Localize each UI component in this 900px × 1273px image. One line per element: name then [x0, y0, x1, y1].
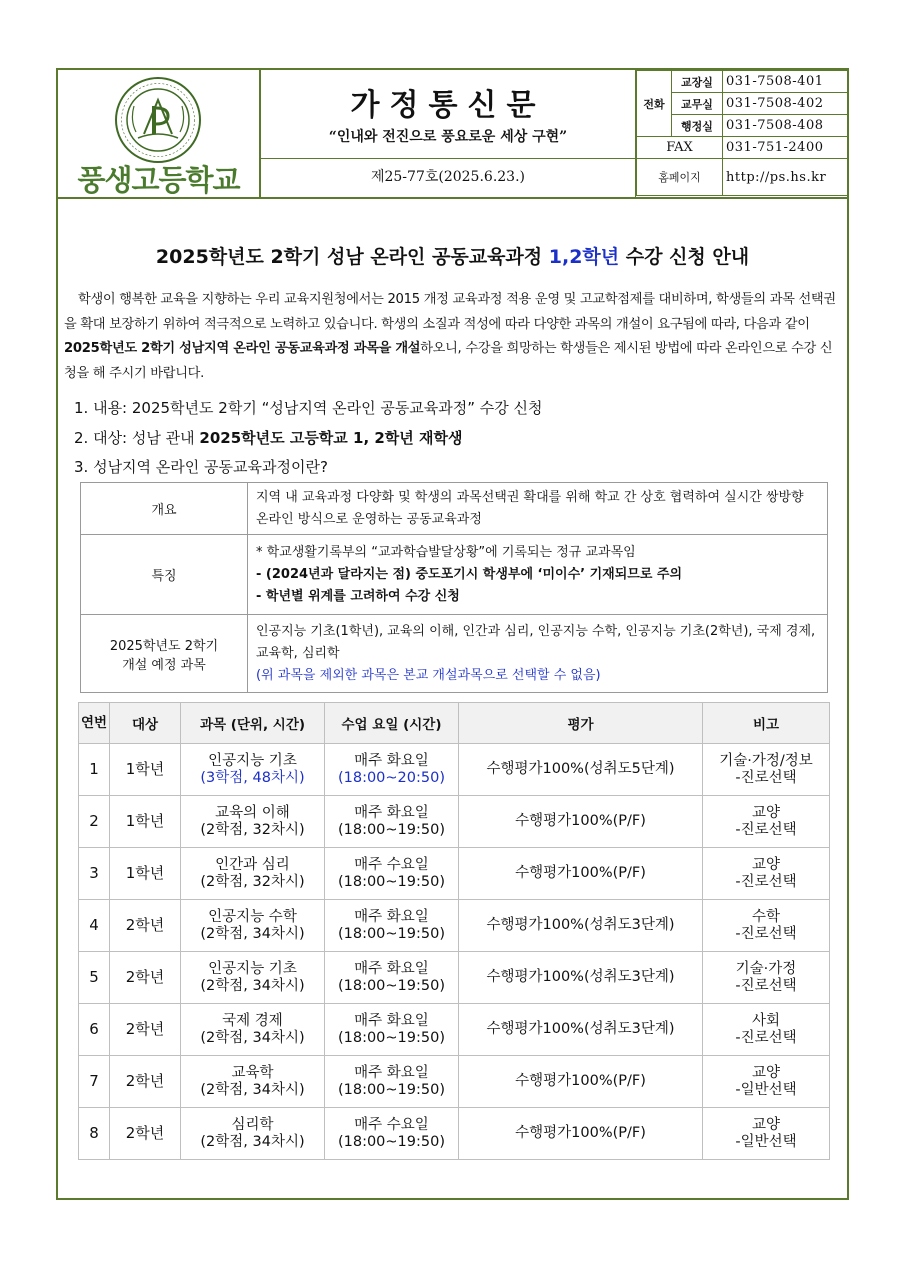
table-row — [79, 1108, 830, 1160]
row-note: 수학 -진로선택 — [703, 900, 830, 952]
overview-table — [80, 482, 828, 693]
row-grade: 2학년 — [110, 1004, 181, 1056]
row-evaluation: 수행평가100%(P/F) — [459, 796, 703, 848]
row-grade: 2학년 — [110, 1056, 181, 1108]
row-schedule: 매주 화요일 (18:00~19:50) — [325, 1004, 459, 1056]
row-number: 5 — [79, 952, 110, 1004]
table-row — [79, 1004, 830, 1056]
phone-label: 전화 — [637, 71, 672, 137]
col-header: 대상 — [110, 703, 181, 744]
row-schedule: 매주 화요일 (18:00~19:50) — [325, 1056, 459, 1108]
row-schedule: 매주 화요일 (18:00~20:50) — [325, 744, 459, 796]
document-frame — [56, 68, 849, 1200]
row-grade: 2학년 — [110, 900, 181, 952]
contact-number: 031-7508-408 — [723, 115, 848, 137]
table-row — [79, 1056, 830, 1108]
row-number: 8 — [79, 1108, 110, 1160]
col-header: 과목 (단위, 시간) — [181, 703, 325, 744]
table-row — [79, 744, 830, 796]
fax-label: FAX — [637, 137, 723, 159]
homepage-label: 홈페이지 — [637, 159, 723, 196]
contact-label: 행정실 — [672, 115, 723, 137]
table-row — [79, 952, 830, 1004]
row-evaluation: 수행평가100%(P/F) — [459, 1056, 703, 1108]
row-number: 3 — [79, 848, 110, 900]
row-subject: 심리학 (2학점, 34차시) — [181, 1108, 325, 1160]
row-note: 기술·가정/정보 -진로선택 — [703, 744, 830, 796]
col-header: 수업 요일 (시간) — [325, 703, 459, 744]
row-subject: 교육학 (2학점, 34차시) — [181, 1056, 325, 1108]
table-row — [79, 848, 830, 900]
newsletter-title: 가정통신문 — [350, 88, 546, 123]
row-schedule: 매주 수요일 (18:00~19:50) — [325, 848, 459, 900]
course-table — [78, 702, 830, 1160]
row-schedule: 매주 화요일 (18:00~19:50) — [325, 900, 459, 952]
row-note: 교양 -일반선택 — [703, 1056, 830, 1108]
issue-number: 제25-77호(2025.6.23.) — [370, 169, 526, 185]
row-evaluation: 수행평가100%(성취도3단계) — [459, 952, 703, 1004]
row-evaluation: 수행평가100%(성취도3단계) — [459, 900, 703, 952]
row-note: 교양 -일반선택 — [703, 1108, 830, 1160]
row-note: 교양 -진로선택 — [703, 848, 830, 900]
row-subject: 인공지능 기초 (3학점, 48차시) — [181, 744, 325, 796]
row-subject: 인공지능 기초 (2학점, 34차시) — [181, 952, 325, 1004]
header — [58, 70, 847, 199]
intro-paragraph: 학생이 행복한 교육을 지향하는 우리 교육지원청에서는 2015 개정 교육과정 적용 운영 및 고교학점제를 대비하며, 학생들의 과목 선택권을 확대 보장하기 위하여 적극적으로 노력하고 있습니다. 학생의 소질과 적성에 따라 다양한 과목의 개설이 요구됨에 따라, 다음과 같이 2025학년도 2학기 성남지역 온라인 공동교육과정 과목을 개설하오니, 수강을 희망하는 학생들은 제시된 방법에 따라 온라인으로 수강 신청을 해 주시기 바랍니다. — [64, 292, 836, 381]
table-row — [79, 796, 830, 848]
item-content: 1. 내용: 2025학년도 2학기 “성남지역 온라인 공동교육과정” 수강 신청 — [74, 399, 543, 417]
row-evaluation: 수행평가100%(성취도5단계) — [459, 744, 703, 796]
row-number: 6 — [79, 1004, 110, 1056]
row-note: 기술·가정 -진로선택 — [703, 952, 830, 1004]
row-schedule: 매주 화요일 (18:00~19:50) — [325, 796, 459, 848]
overview-key: 2025학년도 2학기 개설 예정 과목 — [81, 615, 248, 693]
col-header: 비고 — [703, 703, 830, 744]
row-number: 4 — [79, 900, 110, 952]
title-top — [261, 70, 635, 159]
row-subject: 인공지능 수학 (2학점, 34차시) — [181, 900, 325, 952]
contact-number: 031-7508-401 — [723, 71, 848, 93]
row-schedule: 매주 수요일 (18:00~19:50) — [325, 1108, 459, 1160]
row-subject: 국제 경제 (2학점, 34차시) — [181, 1004, 325, 1056]
title-cell — [261, 70, 635, 197]
school-seal-icon — [114, 76, 202, 164]
homepage-link[interactable]: http://ps.hs.kr — [723, 159, 848, 196]
row-note: 사회 -진로선택 — [703, 1004, 830, 1056]
contact-label: 교장실 — [672, 71, 723, 93]
overview-value: * 학교생활기록부의 “교과학습발달상황”에 기록되는 정규 교과목임 - (2024년과 달라지는 점) 중도포기시 학생부에 ‘미이수’ 기재되므로 주의 - 학년별 위계를 고려하여 수강 신청 — [248, 535, 828, 615]
contact-number: 031-7508-402 — [723, 93, 848, 115]
overview-key: 특징 — [81, 535, 248, 615]
main-title: 2025학년도 2학기 성남 온라인 공동교육과정 1,2학년 수강 신청 안내 — [155, 246, 750, 268]
row-evaluation: 수행평가100%(성취도3단계) — [459, 1004, 703, 1056]
row-grade: 2학년 — [110, 1108, 181, 1160]
col-header: 연번 — [79, 703, 110, 744]
item-definition: 3. 성남지역 온라인 공동교육과정이란? — [74, 458, 328, 476]
overview-key: 개요 — [81, 483, 248, 535]
row-grade: 1학년 — [110, 796, 181, 848]
row-grade: 1학년 — [110, 848, 181, 900]
contact-table — [635, 70, 848, 197]
row-evaluation: 수행평가100%(P/F) — [459, 1108, 703, 1160]
row-evaluation: 수행평가100%(P/F) — [459, 848, 703, 900]
item-target: 2. 대상: 성남 관내 2025학년도 고등학교 1, 2학년 재학생 — [74, 429, 463, 447]
row-number: 7 — [79, 1056, 110, 1108]
row-grade: 1학년 — [110, 744, 181, 796]
row-schedule: 매주 화요일 (18:00~19:50) — [325, 952, 459, 1004]
col-header: 평가 — [459, 703, 703, 744]
row-subject: 인간과 심리 (2학점, 32차시) — [181, 848, 325, 900]
overview-value: 인공지능 기초(1학년), 교육의 이해, 인간과 심리, 인공지능 수학, 인공지능 기초(2학년), 국제 경제, 교육학, 심리학 (위 과목을 제외한 과목은 본교 개설과목으로 선택할 수 없음) — [248, 615, 828, 693]
school-name: 풍생고등학교 — [77, 163, 240, 197]
logo-cell — [58, 70, 261, 197]
row-note: 교양 -진로선택 — [703, 796, 830, 848]
row-grade: 2학년 — [110, 952, 181, 1004]
row-number: 2 — [79, 796, 110, 848]
row-number: 1 — [79, 744, 110, 796]
contact-label: 교무실 — [672, 93, 723, 115]
school-motto: “인내와 전진으로 풍요로운 세상 구현” — [328, 129, 568, 145]
table-row — [79, 900, 830, 952]
fax-number: 031-751-2400 — [723, 137, 848, 159]
overview-value: 지역 내 교육과정 다양화 및 학생의 과목선택권 확대를 위해 학교 간 상호 협력하여 실시간 쌍방향 온라인 방식으로 운영하는 공동교육과정 — [248, 483, 828, 535]
row-subject: 교육의 이해 (2학점, 32차시) — [181, 796, 325, 848]
